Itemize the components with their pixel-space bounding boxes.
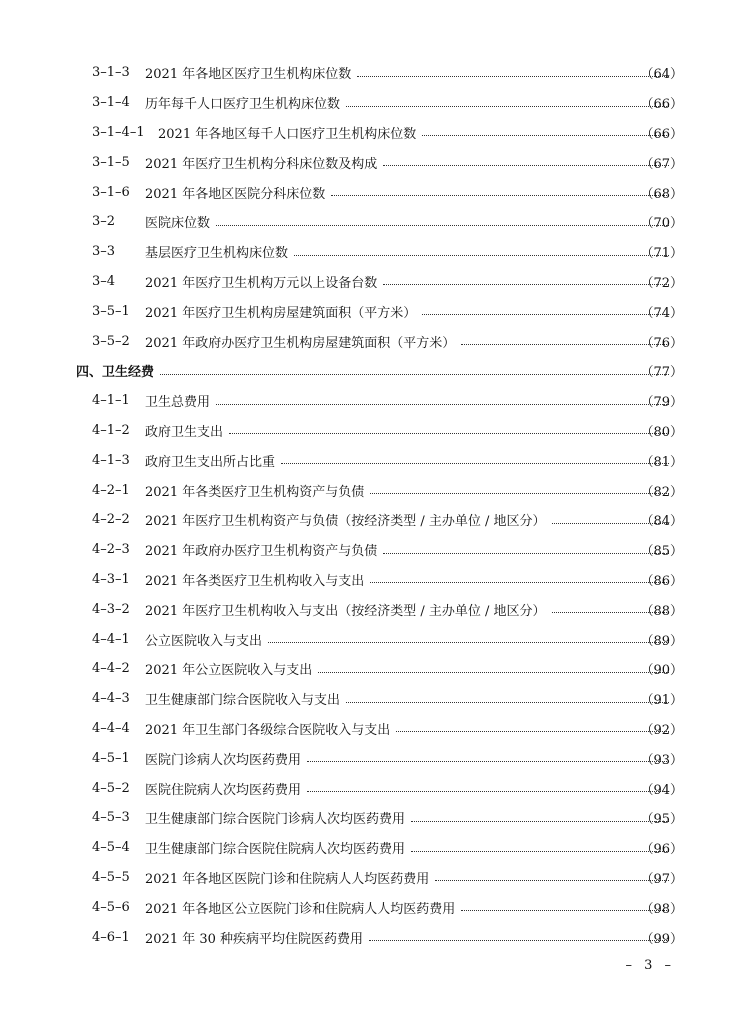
toc-entry-title-wrap bbox=[145, 212, 675, 231]
toc-entry-title-wrap bbox=[145, 153, 675, 172]
toc-entry[interactable] bbox=[0, 207, 755, 237]
toc-entry-title-wrap bbox=[145, 659, 675, 678]
toc-entry-title-wrap bbox=[145, 510, 675, 529]
dot-leader bbox=[422, 313, 669, 315]
toc-entry-page: （93） bbox=[640, 752, 683, 768]
toc-entry-page: （68） bbox=[640, 186, 683, 202]
toc-entry-number: 4–5–2 bbox=[92, 780, 130, 796]
toc-entry-page: （77） bbox=[640, 365, 683, 381]
toc-entry-title-wrap bbox=[145, 421, 675, 440]
toc-entry[interactable] bbox=[0, 803, 755, 833]
toc-entry-page: （80） bbox=[640, 424, 683, 440]
toc-entry-page: （70） bbox=[640, 216, 683, 232]
toc-entry-title: 2021 年各地区医院分科床位数 bbox=[145, 186, 326, 202]
toc-entry-title-wrap bbox=[145, 481, 675, 500]
toc-entry[interactable] bbox=[0, 267, 755, 297]
toc-entry[interactable] bbox=[0, 654, 755, 684]
toc-entry-number: 4–4–3 bbox=[92, 691, 130, 707]
toc-entry-page: （97） bbox=[640, 871, 683, 887]
toc-entry-title: 2021 年各类医疗卫生机构收入与支出 bbox=[145, 573, 365, 589]
dot-leader bbox=[318, 671, 669, 673]
toc-entry-number: 4–5–4 bbox=[92, 840, 130, 856]
toc-entry-title: 2021 年医疗卫生机构分科床位数及构成 bbox=[145, 156, 378, 172]
toc-entry-title-wrap bbox=[145, 302, 675, 321]
toc-entry-number: 3–5–1 bbox=[92, 303, 130, 319]
toc-entry-page: （66） bbox=[640, 97, 683, 113]
toc-entry-title: 2021 年各地区公立医院门诊和住院病人人均医药费用 bbox=[145, 901, 456, 917]
toc-entry-title-wrap bbox=[145, 242, 675, 261]
toc-entry-number: 4–3–1 bbox=[92, 571, 130, 587]
toc-entry-page: （79） bbox=[640, 395, 683, 411]
toc-entry-title-wrap bbox=[145, 868, 675, 887]
toc-entry-title: 2021 年各地区医院门诊和住院病人人均医药费用 bbox=[145, 871, 430, 887]
toc-entry-page: （74） bbox=[640, 305, 683, 321]
toc-entry[interactable] bbox=[0, 237, 755, 267]
toc-entry-title: 2021 年政府办医疗卫生机构资产与负债 bbox=[145, 544, 378, 560]
toc-entry[interactable] bbox=[0, 147, 755, 177]
toc-entry-number: 4–5–6 bbox=[92, 899, 130, 915]
toc-entry[interactable] bbox=[0, 892, 755, 922]
toc-entry-title: 医院床位数 bbox=[145, 216, 211, 232]
toc-entry-title-wrap bbox=[145, 808, 675, 827]
toc-entry-title-wrap bbox=[145, 540, 675, 559]
toc-entry[interactable] bbox=[0, 177, 755, 207]
toc-entry-title: 基层医疗卫生机构床位数 bbox=[145, 246, 289, 262]
toc-entry-page: （85） bbox=[640, 544, 683, 560]
toc-entry-title-wrap bbox=[145, 451, 675, 470]
toc-entry-page: （71） bbox=[640, 246, 683, 262]
toc-entry-title-wrap bbox=[145, 630, 675, 649]
toc-entry[interactable] bbox=[0, 565, 755, 595]
toc-entry-number: 3–5–2 bbox=[92, 333, 130, 349]
dot-leader bbox=[346, 701, 669, 703]
toc-entry-page: （98） bbox=[640, 901, 683, 917]
dot-leader bbox=[331, 194, 669, 196]
toc-entry[interactable] bbox=[0, 773, 755, 803]
dot-leader bbox=[383, 164, 669, 166]
toc-entry-title: 2021 年医疗卫生机构收入与支出（按经济类型 / 主办单位 / 地区分） bbox=[145, 603, 546, 619]
dot-leader bbox=[346, 105, 669, 107]
toc-entry-title: 医院门诊病人次均医药费用 bbox=[145, 752, 302, 768]
toc-entry[interactable] bbox=[0, 714, 755, 744]
toc-entry-number: 3–1–3 bbox=[92, 65, 130, 81]
toc-entry-page: （64） bbox=[640, 67, 683, 83]
toc-entry-title: 公立医院收入与支出 bbox=[145, 633, 263, 649]
dot-leader bbox=[294, 254, 669, 256]
toc-entry-title: 2021 年各地区医疗卫生机构床位数 bbox=[145, 67, 352, 83]
toc-entry-title-wrap bbox=[145, 272, 675, 291]
toc-entry[interactable] bbox=[0, 833, 755, 863]
toc-entry-title-wrap bbox=[145, 63, 675, 82]
toc-entry[interactable] bbox=[0, 445, 755, 475]
toc-entry-title: 2021 年医疗卫生机构资产与负债（按经济类型 / 主办单位 / 地区分） bbox=[145, 514, 546, 530]
dot-leader bbox=[307, 790, 669, 792]
toc-entry-page: （67） bbox=[640, 156, 683, 172]
toc-entry-page: （88） bbox=[640, 603, 683, 619]
toc-entry-title: 2021 年医疗卫生机构房屋建筑面积（平方米） bbox=[145, 305, 417, 321]
toc-entry[interactable] bbox=[0, 505, 755, 535]
toc-entry-page: （72） bbox=[640, 275, 683, 291]
toc-entry-page: （95） bbox=[640, 812, 683, 828]
toc-entry-title: 卫生总费用 bbox=[145, 395, 211, 411]
toc-entry-page: （86） bbox=[640, 573, 683, 589]
toc-entry-title-wrap bbox=[145, 838, 675, 857]
toc-entry-page: （84） bbox=[640, 514, 683, 530]
toc-entry-title-wrap bbox=[145, 332, 675, 351]
toc-entry[interactable] bbox=[0, 863, 755, 893]
toc-entry-title-wrap bbox=[145, 93, 675, 112]
toc-entry-number: 4–4–4 bbox=[92, 720, 130, 736]
toc-entry-title-wrap bbox=[158, 123, 675, 142]
toc-entry-number: 3–1–5 bbox=[92, 154, 130, 170]
dot-leader bbox=[229, 432, 669, 434]
toc-entry[interactable] bbox=[0, 118, 755, 148]
toc-entry[interactable] bbox=[0, 684, 755, 714]
dot-leader bbox=[435, 879, 669, 881]
dot-leader bbox=[461, 343, 669, 345]
dot-leader bbox=[216, 224, 669, 226]
dot-leader bbox=[357, 75, 669, 77]
toc-entry-number: 3–1–6 bbox=[92, 184, 130, 200]
dot-leader bbox=[216, 403, 669, 405]
toc-entry-page: （94） bbox=[640, 782, 683, 798]
toc-entry-page: （90） bbox=[640, 663, 683, 679]
toc-entry-number: 4–4–2 bbox=[92, 661, 130, 677]
toc-entry-page: （91） bbox=[640, 693, 683, 709]
toc-section-heading[interactable] bbox=[0, 356, 755, 386]
dot-leader bbox=[396, 730, 669, 732]
toc-entry-title: 医院住院病人次均医药费用 bbox=[145, 782, 302, 798]
toc-entry-number: 4–1–3 bbox=[92, 452, 130, 468]
toc-entry-title-wrap bbox=[145, 719, 675, 738]
toc-entry-number: 3–1–4 bbox=[92, 95, 130, 111]
toc-entry[interactable] bbox=[0, 535, 755, 565]
toc-entry-title: 历年每千人口医疗卫生机构床位数 bbox=[145, 97, 341, 113]
toc-entry-title-wrap bbox=[145, 183, 675, 202]
toc-entry[interactable] bbox=[0, 922, 755, 952]
toc-entry-title-wrap bbox=[145, 898, 675, 917]
toc-entry-title: 2021 年各地区每千人口医疗卫生机构床位数 bbox=[158, 126, 417, 142]
dot-leader bbox=[369, 939, 669, 941]
page-number: – 3 – bbox=[625, 958, 675, 973]
toc-entry-title: 卫生健康部门综合医院收入与支出 bbox=[145, 693, 341, 709]
toc-entry-title-wrap bbox=[145, 928, 675, 947]
toc-entry-title-wrap bbox=[145, 779, 675, 798]
toc-entry[interactable] bbox=[0, 296, 755, 326]
toc-entry-number: 4–4–1 bbox=[92, 631, 130, 647]
toc-entry-page: （81） bbox=[640, 454, 683, 470]
toc-entry-title: 卫生健康部门综合医院门诊病人次均医药费用 bbox=[145, 812, 406, 828]
toc-entry[interactable] bbox=[0, 386, 755, 416]
toc-entry-number: 4–5–1 bbox=[92, 750, 130, 766]
toc-entry-number: 4–3–2 bbox=[92, 601, 130, 617]
toc-entry[interactable] bbox=[0, 624, 755, 654]
toc-entry[interactable] bbox=[0, 475, 755, 505]
dot-leader bbox=[461, 909, 669, 911]
toc-entry-page: （82） bbox=[640, 484, 683, 500]
dot-leader bbox=[370, 581, 669, 583]
toc-entry[interactable] bbox=[0, 58, 755, 88]
toc-entry-title-wrap bbox=[145, 600, 675, 619]
toc-entry-title-wrap bbox=[145, 749, 675, 768]
dot-leader bbox=[268, 641, 669, 643]
toc-entry-page: （92） bbox=[640, 722, 683, 738]
toc-entry-title-wrap bbox=[145, 570, 675, 589]
toc-entry[interactable] bbox=[0, 88, 755, 118]
toc-entry[interactable] bbox=[0, 743, 755, 773]
toc-entry-number: 4–2–1 bbox=[92, 482, 130, 498]
toc-entry-number: 4–2–2 bbox=[92, 512, 130, 528]
toc-entry-title: 政府卫生支出所占比重 bbox=[145, 454, 276, 470]
toc-entry[interactable] bbox=[0, 416, 755, 446]
toc-entry-page: （66） bbox=[640, 126, 683, 142]
toc-entry-number: 3–3 bbox=[92, 244, 116, 260]
table-of-contents bbox=[0, 58, 755, 952]
toc-entry[interactable] bbox=[0, 326, 755, 356]
toc-entry-title: 2021 年卫生部门各级综合医院收入与支出 bbox=[145, 722, 391, 738]
dot-leader bbox=[383, 283, 669, 285]
toc-entry-page: （99） bbox=[640, 931, 683, 947]
dot-leader bbox=[281, 462, 669, 464]
dot-leader bbox=[411, 820, 669, 822]
dot-leader bbox=[383, 552, 669, 554]
toc-entry-number: 4–1–2 bbox=[92, 422, 130, 438]
toc-entry-number: 3–2 bbox=[92, 214, 116, 230]
toc-entry-title: 2021 年医疗卫生机构万元以上设备台数 bbox=[145, 275, 378, 291]
toc-entry-title: 2021 年 30 种疾病平均住院医药费用 bbox=[145, 931, 364, 947]
dot-leader bbox=[307, 760, 669, 762]
toc-entry-title: 2021 年公立医院收入与支出 bbox=[145, 663, 313, 679]
dot-leader bbox=[411, 850, 669, 852]
toc-entry-title: 四、卫生经费 bbox=[76, 365, 155, 381]
toc-entry-title-wrap bbox=[145, 689, 675, 708]
dot-leader bbox=[422, 134, 669, 136]
toc-entry-title-wrap bbox=[145, 391, 675, 410]
toc-entry-title: 2021 年各类医疗卫生机构资产与负债 bbox=[145, 484, 365, 500]
toc-entry-page: （89） bbox=[640, 633, 683, 649]
toc-entry-number: 3–1–4–1 bbox=[92, 124, 145, 140]
toc-entry-number: 3–4 bbox=[92, 273, 116, 289]
toc-entry-title: 2021 年政府办医疗卫生机构房屋建筑面积（平方米） bbox=[145, 335, 456, 351]
toc-entry-number: 4–5–3 bbox=[92, 810, 130, 826]
toc-entry-number: 4–2–3 bbox=[92, 542, 130, 558]
toc-entry-number: 4–5–5 bbox=[92, 869, 130, 885]
toc-entry-title: 政府卫生支出 bbox=[145, 424, 224, 440]
toc-entry-number: 4–6–1 bbox=[92, 929, 130, 945]
dot-leader bbox=[160, 373, 669, 375]
toc-entry-title-wrap bbox=[76, 361, 675, 380]
toc-entry-page: （76） bbox=[640, 335, 683, 351]
toc-entry-number: 4–1–1 bbox=[92, 393, 130, 409]
toc-entry-page: （96） bbox=[640, 842, 683, 858]
dot-leader bbox=[370, 492, 669, 494]
toc-entry-title: 卫生健康部门综合医院住院病人次均医药费用 bbox=[145, 842, 406, 858]
toc-entry[interactable] bbox=[0, 594, 755, 624]
